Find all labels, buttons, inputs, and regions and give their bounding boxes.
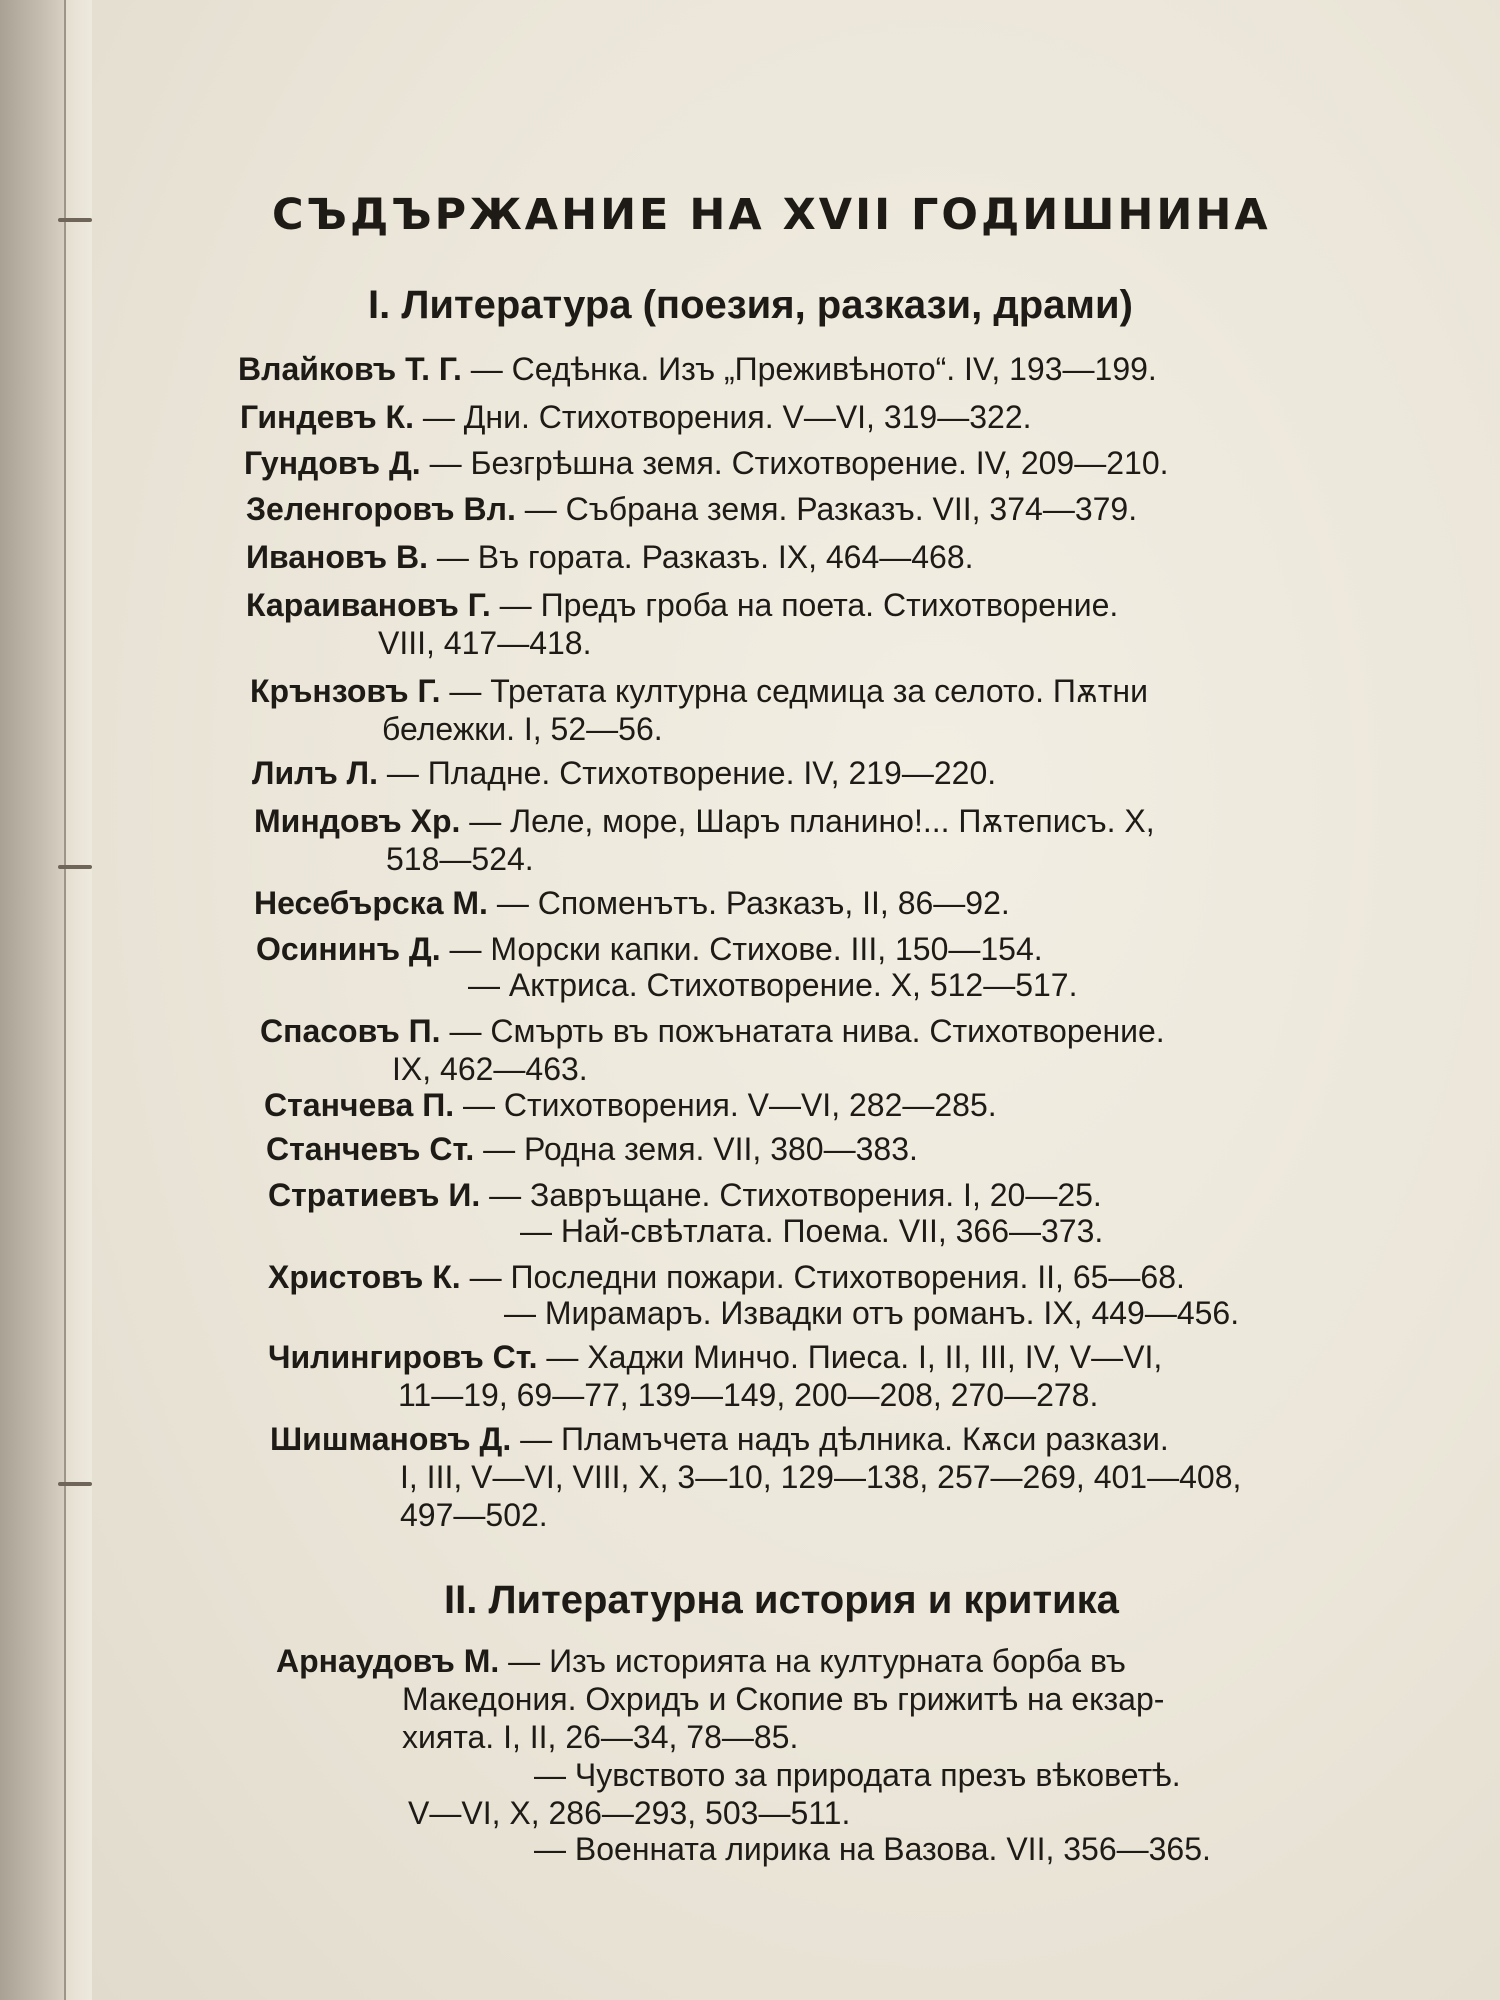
entry-continuation: IX, 462—463. — [392, 1051, 588, 1087]
entry-continuation: хията. I, II, 26—34, 78—85. — [402, 1719, 799, 1755]
toc-entry — [244, 444, 1169, 482]
entry-text: — Предъ гроба на поета. Стихотворение. — [499, 587, 1119, 623]
toc-entry — [266, 1130, 918, 1168]
section-heading-literary-history: II. Литературна история и критика — [444, 1578, 1119, 1622]
entry-text: — Безгрѣшна земя. Стихотворение. IV, 209—210. — [429, 445, 1169, 481]
entry-author: Лилъ Л. — [252, 755, 379, 791]
entry-author: Спасовъ П. — [260, 1013, 441, 1049]
toc-entry — [504, 1294, 1239, 1332]
toc-entry — [246, 538, 974, 576]
toc-entry — [276, 1642, 1164, 1756]
entry-text: — Въ гората. Разказъ. IX, 464—468. — [436, 539, 974, 575]
entry-continuation: I, III, V—VI, VIII, X, 3—10, 129—138, 257—269, 401—408, — [400, 1459, 1242, 1495]
toc-entry — [254, 884, 1010, 922]
entry-author: Влайковъ Т. Г. — [238, 351, 462, 387]
binding-stitch — [58, 1482, 92, 1486]
entry-author: Чилингировъ Ст. — [268, 1339, 538, 1375]
section-heading-literature: I. Литература (поезия, разкази, драми) — [368, 283, 1133, 327]
entry-text: — Родна земя. VII, 380—383. — [483, 1131, 918, 1167]
entry-author: Миндовъ Хр. — [254, 803, 461, 839]
toc-entry — [246, 586, 1118, 662]
entry-continuation: 497—502. — [400, 1497, 548, 1533]
entry-text: — Мирамаръ. Извадки отъ романъ. IX, 449—456. — [504, 1295, 1240, 1331]
entry-author: Ивановъ В. — [246, 539, 429, 575]
entry-text: — Седѣнка. Изъ „Преживѣното“. IV, 193—199. — [470, 351, 1157, 387]
toc-entry — [240, 398, 1032, 436]
entry-continuation: бележки. I, 52—56. — [382, 711, 663, 747]
entry-author: Христовъ К. — [268, 1259, 461, 1295]
entry-author: Несебърска М. — [254, 885, 488, 921]
entry-continuation: VIII, 417—418. — [378, 625, 592, 661]
entry-author: Гиндевъ К. — [240, 399, 414, 435]
entry-author: Арнаудовъ М. — [276, 1643, 500, 1679]
entry-author: Станчевъ Ст. — [266, 1131, 475, 1167]
toc-entry — [534, 1830, 1211, 1868]
toc-entry — [268, 1176, 1102, 1214]
entry-text: — Най-свѣтлата. Поема. VII, 366—373. — [520, 1213, 1104, 1249]
entry-text: — Актриса. Стихотворение. X, 512—517. — [468, 967, 1078, 1003]
entry-text: — Изъ историята на културната борба въ — [508, 1643, 1126, 1679]
toc-entry — [256, 930, 1043, 968]
entry-text: — Последни пожари. Стихотворения. II, 65—68. — [469, 1259, 1185, 1295]
entry-text: — Чувството за природата презъ вѣковетѣ. — [534, 1757, 1181, 1793]
toc-entry — [268, 1258, 1185, 1296]
toc-entry — [246, 490, 1137, 528]
entry-text: — Пладне. Стихотворение. IV, 219—220. — [386, 755, 997, 791]
entry-author: Гундовъ Д. — [244, 445, 421, 481]
entry-text: — Пламъчета надъ дѣлника. Кѫси разкази. — [520, 1421, 1169, 1457]
binding-stitch — [58, 218, 92, 222]
toc-entry — [260, 1012, 1165, 1088]
entry-author: Стратиевъ И. — [268, 1177, 481, 1213]
entry-text: — Стихотворения. V—VI, 282—285. — [463, 1087, 997, 1123]
entry-author: Осининъ Д. — [256, 931, 441, 967]
entry-author: Зеленгоровъ Вл. — [246, 491, 516, 527]
entry-text: — Хаджи Минчо. Пиеса. I, II, III, IV, V—VI, — [546, 1339, 1163, 1375]
toc-entry — [254, 802, 1155, 878]
binding-stitch — [58, 865, 92, 869]
entry-author: Крънзовъ Г. — [250, 673, 441, 709]
entry-text: — Завръщане. Стихотворения. I, 20—25. — [489, 1177, 1102, 1213]
entry-text: — Морски капки. Стихове. III, 150—154. — [449, 931, 1043, 967]
toc-entry — [268, 1338, 1162, 1414]
toc-entry — [408, 1756, 1181, 1832]
entry-text: — Дни. Стихотворения. V—VI, 319—322. — [422, 399, 1032, 435]
entry-continuation: 518—524. — [386, 841, 534, 877]
entry-author: Караивановъ Г. — [246, 587, 491, 623]
page-title: СЪДЪРЖАНИЕ НА XVII ГОДИШНИНА — [272, 190, 1271, 240]
entry-text: — Леле, море, Шаръ планино!... Пѫтеписъ. X, — [469, 803, 1155, 839]
entry-text: — Споменътъ. Разказъ, II, 86—92. — [496, 885, 1010, 921]
toc-entry — [250, 672, 1148, 748]
toc-entry — [270, 1420, 1241, 1534]
entry-continuation: V—VI, X, 286—293, 503—511. — [408, 1795, 851, 1831]
toc-entry — [264, 1086, 997, 1124]
entry-text: — Събрана земя. Разказъ. VII, 374—379. — [524, 491, 1138, 527]
entry-text: — Военната лирика на Вазова. VII, 356—365. — [534, 1831, 1211, 1867]
toc-entry — [468, 966, 1077, 1004]
toc-entry — [252, 754, 996, 792]
entry-author: Станчева П. — [264, 1087, 455, 1123]
entry-text: — Третата културна седмица за селото. Пѫтни — [449, 673, 1148, 709]
previous-page-edge — [0, 0, 66, 2000]
toc-entry — [238, 350, 1157, 388]
entry-continuation: 11—19, 69—77, 139—149, 200—208, 270—278. — [398, 1377, 1099, 1413]
entry-text: — Смърть въ пожънатата нива. Стихотворение. — [449, 1013, 1165, 1049]
toc-entry — [520, 1212, 1103, 1250]
entry-continuation: Македония. Охридъ и Скопие въ грижитѣ на екзар- — [402, 1681, 1165, 1717]
entry-author: Шишмановъ Д. — [270, 1421, 512, 1457]
